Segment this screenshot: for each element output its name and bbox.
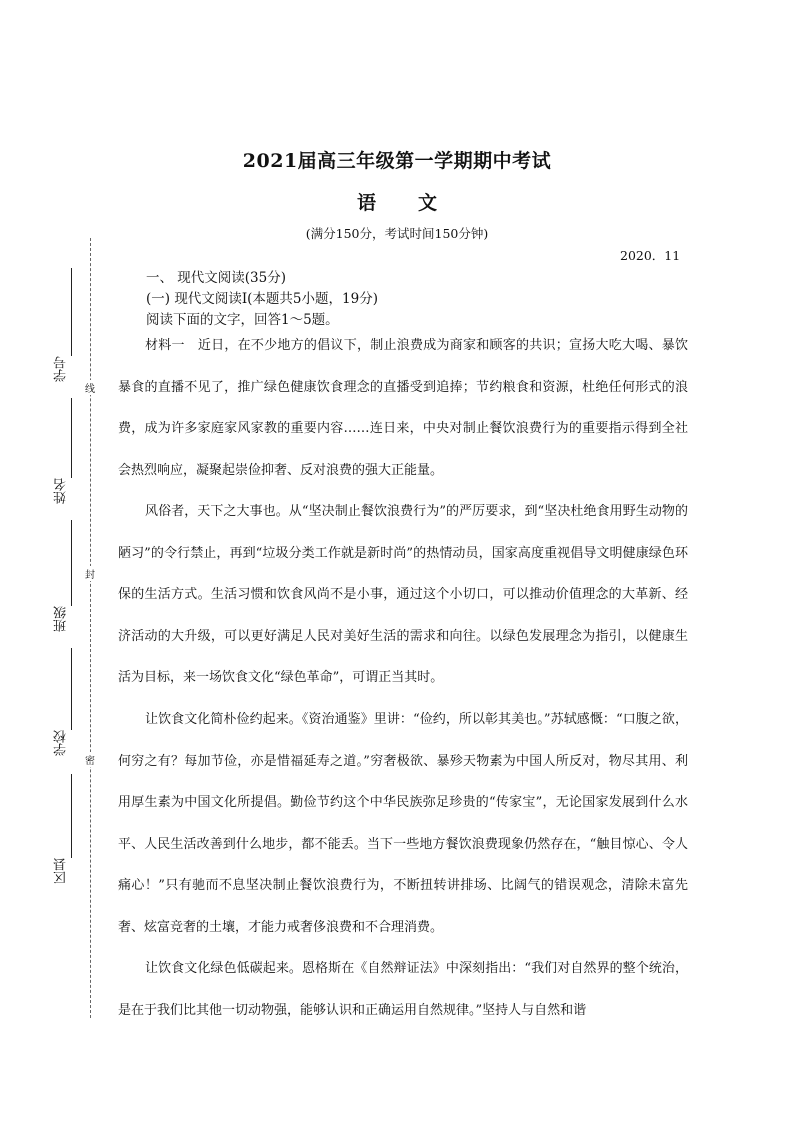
exam-info: (满分150分，考试时间150分钟): [305, 226, 489, 241]
paragraph-text: 近日，在不少地方的倡议下，制止浪费成为商家和顾客的共识；宣扬大吃大喝、暴饮暴食的直播不见了，推广绿色健康饮食理念的直播受到追捧；节约粮食和资源，杜绝任何形式的浪费，成为许多家庭家风家教的重要内容……连日来，中央对制止餐饮浪费行为的重要指示得到全社会热烈响应，凝聚起崇俭抑奢、反对浪费的强大正能量。: [118, 338, 688, 478]
section-heading: 一、 现代文阅读(35分): [146, 270, 287, 286]
material-paragraph-4: 让饮食文化绿色低碳起来。恩格斯在《自然辩证法》中深刻指出：“我们对自然界的整个统治，是在于我们比其他一切动物强，能够认识和正确运用自然规律。”坚持人与自然和谐: [118, 961, 688, 1018]
section-instruction: 阅读下面的文字，回答1～5题。: [146, 312, 339, 328]
field-label-student-id: 学号: [54, 356, 69, 382]
material-paragraph-3: 让饮食文化简朴俭约起来。《资治通鉴》里讲：“俭约，所以彰其美也。”苏轼感慨：“口腹之欲，何穷之有？每加节俭，亦是惜福延寿之道。”穷奢极欲、暴殄天物素为中国人所反对，物尽其用、利用厚生素为中国文化所提倡。勤俭节约这个中华民族弥足珍贵的“传家宝”，无论国家发展到什么水平、人民生活改善到什么地步，都不能丢。当下一些地方餐饮浪费现象仍然存在，“触目惊心、令人痛心！”只有驰而不息坚决制止餐饮浪费行为，不断扭转讲排场、比阔气的错误观念，清除未富先奢、炫富竞奢的土壤，才能力戒奢侈浪费和不合理消费。: [118, 712, 688, 935]
binding-char-xian: 线: [84, 380, 96, 395]
material-label: 材料一: [145, 338, 185, 353]
field-line-class[interactable]: [71, 520, 72, 606]
binding-char-feng: 封: [84, 566, 96, 581]
exam-date: 2020．11: [620, 248, 681, 263]
field-label-name: 姓名: [54, 478, 69, 504]
exam-title: 2021届高三年级第一学期期中考试: [242, 150, 552, 172]
material-paragraph-2: 风俗者，天下之大事也。从“坚决制止餐饮浪费行为”的严厉要求，到“坚决杜绝食用野生动物的陋习”的令行禁止，再到“垃圾分类工作就是新时尚”的热情动员，国家高度重视倡导文明健康绿色环保的生活方式。生活习惯和饮食风尚不是小事，通过这个小切口，可以推动价值理念的大革新、经济活动的大升级，可以更好满足人民对美好生活的需求和向往。以绿色发展理念为指引，以健康生活为目标，来一场饮食文化“绿色革命”，可谓正当其时。: [118, 504, 688, 685]
binding-dashed-line: [90, 238, 91, 1018]
subject-title: 语文: [356, 192, 479, 214]
material-paragraph-1: [118, 325, 688, 491]
field-line-school[interactable]: [71, 648, 72, 730]
field-line-name[interactable]: [71, 398, 72, 478]
field-label-district: 区县: [54, 858, 69, 884]
field-line-student-id[interactable]: [71, 268, 72, 356]
field-label-class: 班级: [54, 606, 69, 632]
field-line-district[interactable]: [71, 774, 72, 858]
section-subheading: (一) 现代文阅读Ⅰ(本题共5小题，19分): [146, 291, 378, 307]
field-label-school: 学校: [54, 730, 69, 756]
binding-char-mi: 密: [84, 752, 96, 767]
